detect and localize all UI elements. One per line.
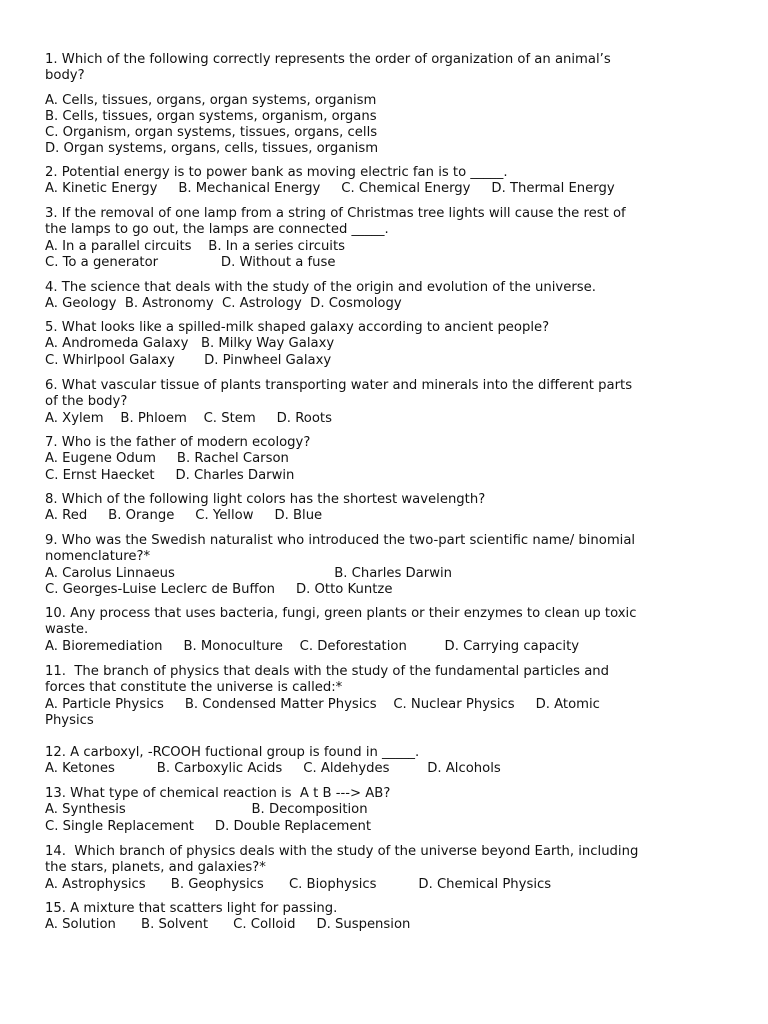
answer-options: C. Ernst Haecket D. Charles Darwin [45,467,295,483]
question-text: 4. The science that deals with the study of the origin and evolution of the universe. [45,280,596,295]
question-text: 11. The branch of physics that deals with the study of the fundamental particles and [45,664,610,679]
question-14 [45,844,725,893]
question-text: 8. Which of the following light colors has the shortest wavelength? [45,492,486,507]
question-8 [45,492,725,525]
question-text: 7. Who is the father of modern ecology? [45,435,311,450]
answer-options: A. Carolus Linnaeus B. Charles Darwin [45,565,452,581]
answer-option: D. Organ systems, organs, cells, tissues, organism [45,141,379,157]
question-text: 1. Which of the following correctly represents the order of organization of an animal’s [45,52,611,67]
answer-options: A. Eugene Odum B. Rachel Carson [45,451,289,467]
question-text: of the body? [45,394,128,410]
question-text: forces that constitute the universe is called:* [45,680,343,696]
question-text: 15. A mixture that scatters light for passing. [45,901,338,916]
question-text: nomenclature?* [45,549,151,565]
question-text: 13. What type of chemical reaction is A t B ---> AB? [45,786,391,801]
question-3 [45,206,725,271]
question-2 [45,165,725,198]
question-text: 5. What looks like a spilled-milk shaped galaxy according to ancient people? [45,320,550,335]
question-text: body? [45,68,85,84]
question-11 [45,664,725,729]
question-text: the lamps to go out, the lamps are connected _____. [45,222,389,238]
question-text: 3. If the removal of one lamp from a string of Christmas tree lights will cause the rest of [45,206,626,221]
question-text: 12. A carboxyl, -RCOOH fuctional group is found in _____. [45,745,420,760]
answer-options: C. Single Replacement D. Double Replacement [45,818,372,834]
spacer [45,85,725,93]
answer-options: A. Kinetic Energy B. Mechanical Energy C. Chemical Energy D. Thermal Energy [45,181,615,197]
question-15 [45,901,725,934]
question-text: 14. Which branch of physics deals with the study of the universe beyond Earth, including [45,844,639,859]
answer-options: A. Geology B. Astronomy C. Astrology D. Cosmology [45,296,402,312]
answer-options: C. Georges-Luise Leclerc de Buffon D. Otto Kuntze [45,581,393,597]
answer-option: C. Organism, organ systems, tissues, organs, cells [45,125,378,141]
answer-options: C. Whirlpool Galaxy D. Pinwheel Galaxy [45,352,332,368]
answer-options: Physics [45,712,94,728]
answer-options: A. Bioremediation B. Monoculture C. Deforestation D. Carrying capacity [45,638,580,654]
question-text: waste. [45,622,89,638]
question-12 [45,745,725,778]
answer-options: A. Solution B. Solvent C. Colloid D. Suspension [45,917,411,933]
question-text: 9. Who was the Swedish naturalist who introduced the two-part scientific name/ binomial [45,533,636,548]
question-4 [45,280,725,313]
answer-options: A. Andromeda Galaxy B. Milky Way Galaxy [45,336,335,352]
answer-option: B. Cells, tissues, organ systems, organism, organs [45,108,377,124]
question-text: the stars, planets, and galaxies?* [45,860,266,876]
answer-options: A. Astrophysics B. Geophysics C. Biophysics D. Chemical Physics [45,876,552,892]
answer-options: A. Particle Physics B. Condensed Matter Physics C. Nuclear Physics D. Atomic [45,696,600,712]
answer-options: A. Xylem B. Phloem C. Stem D. Roots [45,410,332,426]
question-7 [45,435,725,484]
question-10 [45,606,725,655]
question-6 [45,378,725,427]
question-1 [45,52,725,158]
question-5 [45,320,725,369]
answer-option: A. Cells, tissues, organs, organ systems, organism [45,92,377,108]
question-text: 2. Potential energy is to power bank as moving electric fan is to _____. [45,165,508,180]
question-9 [45,533,725,598]
answer-options: A. Ketones B. Carboxylic Acids C. Aldehydes D. Alcohols [45,761,501,777]
answer-options: A. In a parallel circuits B. In a series circuits [45,238,346,254]
answer-options: A. Synthesis B. Decomposition [45,802,368,818]
answer-options: C. To a generator D. Without a fuse [45,254,336,270]
question-text: 10. Any process that uses bacteria, fungi, green plants or their enzymes to clean up toxic [45,606,637,621]
answer-options: A. Red B. Orange C. Yellow D. Blue [45,508,323,524]
question-13 [45,786,725,835]
question-text: 6. What vascular tissue of plants transporting water and minerals into the different parts [45,378,633,393]
